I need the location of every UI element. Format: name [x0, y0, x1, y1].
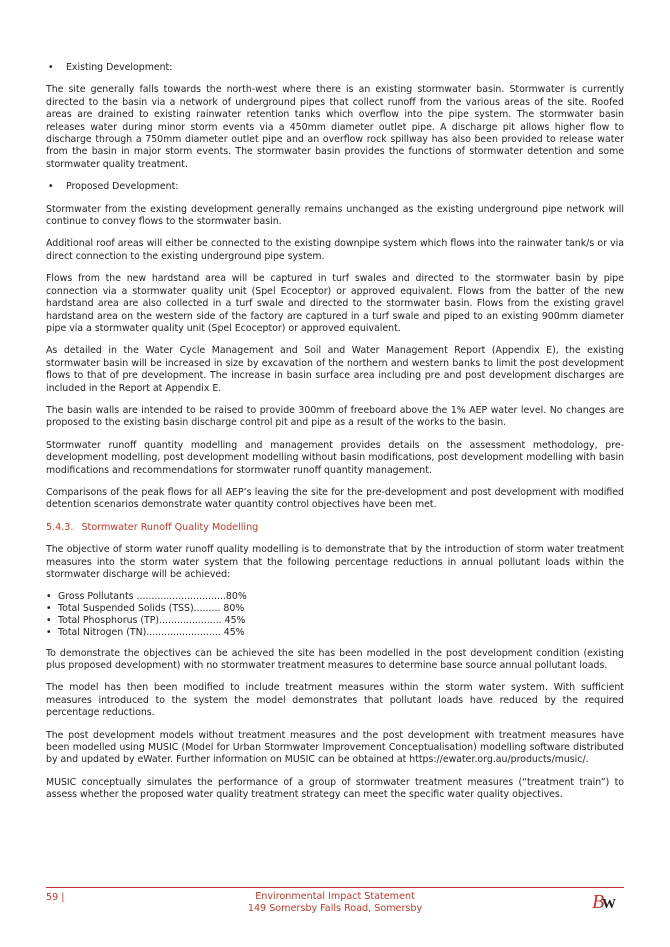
- footer-title-line2: 149 Somersby Falls Road, Somersby: [247, 903, 423, 914]
- bullet-icon: •: [46, 615, 52, 626]
- list-item: [46, 627, 624, 639]
- paragraph: Flows from the new hardstand area will be captured in turf swales and directed to the stormwater basin by pipe connection via a stormwater quality unit (Spel Ecoceptor) or approved equivalent. Flows from the batter of the new hardstand area are also collected in a turf swale and directed to the stormwater basin. Flows from the existing gravel hardstand area on the western side of the factory are captured in a turf swale and piped to an existing 900mm diameter pipe via a stormwater quality unit (Spel Ecoceptor) or approved equivalent.: [46, 273, 624, 334]
- heading-text: Proposed Development:: [66, 181, 179, 193]
- paragraph: Stormwater from the existing development generally remains unchanged as the existing underground pipe network will continue to convey flows to the stormwater basin.: [46, 203, 624, 228]
- page-number: 59 |: [46, 892, 65, 903]
- paragraph: As detailed in the Water Cycle Management and Soil and Water Management Report (Appendix E), the existing stormwater basin will be increased in size by excavation of the northern and western banks to limit the post development flows to that of pre development. The increase in basin surface area including pre and post development discharges are included in the Report at Appendix E.: [46, 345, 624, 394]
- paragraph: The basin walls are intended to be raised to provide 300mm of freeboard above the 1% AEP water level. No changes are proposed to the existing basin discharge control pit and pipe as a result of the works to the basin.: [46, 404, 624, 429]
- paragraph: Comparisons of the peak flows for all AEP’s leaving the site for the pre-development and post development with modified detention scenarios demonstrate water quantity control objectives have been met.: [46, 486, 624, 511]
- list-item-text: Total Phosphorus (TP)..................... 45%: [58, 615, 246, 626]
- paragraph: The model has then been modified to include treatment measures within the storm water system. With sufficient measures introduced to the system the model demonstrates that pollutant loads have reduced by the required percentage reductions.: [46, 682, 624, 719]
- paragraph: The objective of storm water runoff quality modelling is to demonstrate that by the introduction of storm water treatment measures into the storm water system that the following percentage reductions in annual pollutant loads within the stormwater discharge will be achieved:: [46, 544, 624, 580]
- section-number: 5.4.3.: [46, 521, 74, 533]
- footer-divider: [46, 887, 624, 888]
- list-item-text: Total Suspended Solids (TSS)......... 80%: [58, 603, 245, 615]
- section-title: Stormwater Runoff Quality Modelling: [81, 521, 259, 533]
- page-body: [46, 62, 624, 812]
- paragraph: To demonstrate the objectives can be achieved the site has been modelled in the post development condition (existing plus proposed development) with no stormwater treatment measures to determine base source annual pollutant loads.: [46, 647, 624, 671]
- list-item-text: Gross Pollutants ..............................80%: [58, 591, 247, 603]
- existing-development-heading: [46, 62, 624, 74]
- footer-title: [0, 891, 670, 915]
- bullet-icon: •: [46, 591, 52, 603]
- bullet-icon: •: [46, 626, 52, 638]
- paragraph: The post development models without treatment measures and the post development with treatment measures have been modelled using MUSIC (Model for Urban Stormwater Improvement Conceptualisation) modelling software distributed by and updated by eWater. Further information on MUSIC can be obtained at https://ewater.org.au/products/music/.: [46, 729, 624, 766]
- list-item: [46, 591, 624, 603]
- reduction-targets-list: [46, 591, 624, 638]
- svg-text:W: W: [602, 897, 616, 912]
- footer-title-line1: Environmental Impact Statement: [255, 891, 415, 902]
- paragraph: Stormwater runoff quantity modelling and management provides details on the assessment methodology, pre-development modelling, post development modelling without basin modifications, post development modelling with basin modifications and recommendations for stormwater runoff quantity management.: [46, 439, 624, 476]
- company-logo-icon: [591, 888, 617, 914]
- list-item: [46, 615, 624, 627]
- proposed-development-heading: [46, 181, 624, 193]
- list-item: [46, 603, 624, 615]
- svg-text:B: B: [592, 891, 605, 913]
- paragraph: The site generally falls towards the north-west where there is an existing stormwater basin. Stormwater is currently directed to the basin via a network of underground pipes that collect runoff from the various areas of the site. Roofed areas are drained to existing rainwater retention tanks which overflow into the pipe system. The stormwater basin releases water during minor storm events via a 450mm diameter outlet pipe. A discharge pit allows higher flow to discharge through a 750mm diameter outlet pipe and an overflow rock spillway has also been provided to release water from the basin in major storm events. The stormwater basin provides the functions of stormwater detention and some stormwater quality treatment.: [46, 84, 624, 170]
- heading-text: Existing Development:: [66, 62, 173, 73]
- bullet-icon: •: [48, 181, 54, 193]
- paragraph: Additional roof areas will either be connected to the existing downpipe system which flows into the rainwater tank/s or via direct connection to the existing underground pipe system.: [46, 238, 624, 262]
- paragraph: MUSIC conceptually simulates the performance of a group of stormwater treatment measures (“treatment train”) to assess whether the proposed water quality treatment strategy can meet the specific water quality objectives.: [46, 776, 624, 801]
- section-heading: [46, 522, 624, 534]
- list-item-text: Total Nitrogen (TN)......................... 45%: [58, 626, 245, 638]
- bullet-icon: •: [48, 62, 54, 73]
- bullet-icon: •: [46, 603, 52, 615]
